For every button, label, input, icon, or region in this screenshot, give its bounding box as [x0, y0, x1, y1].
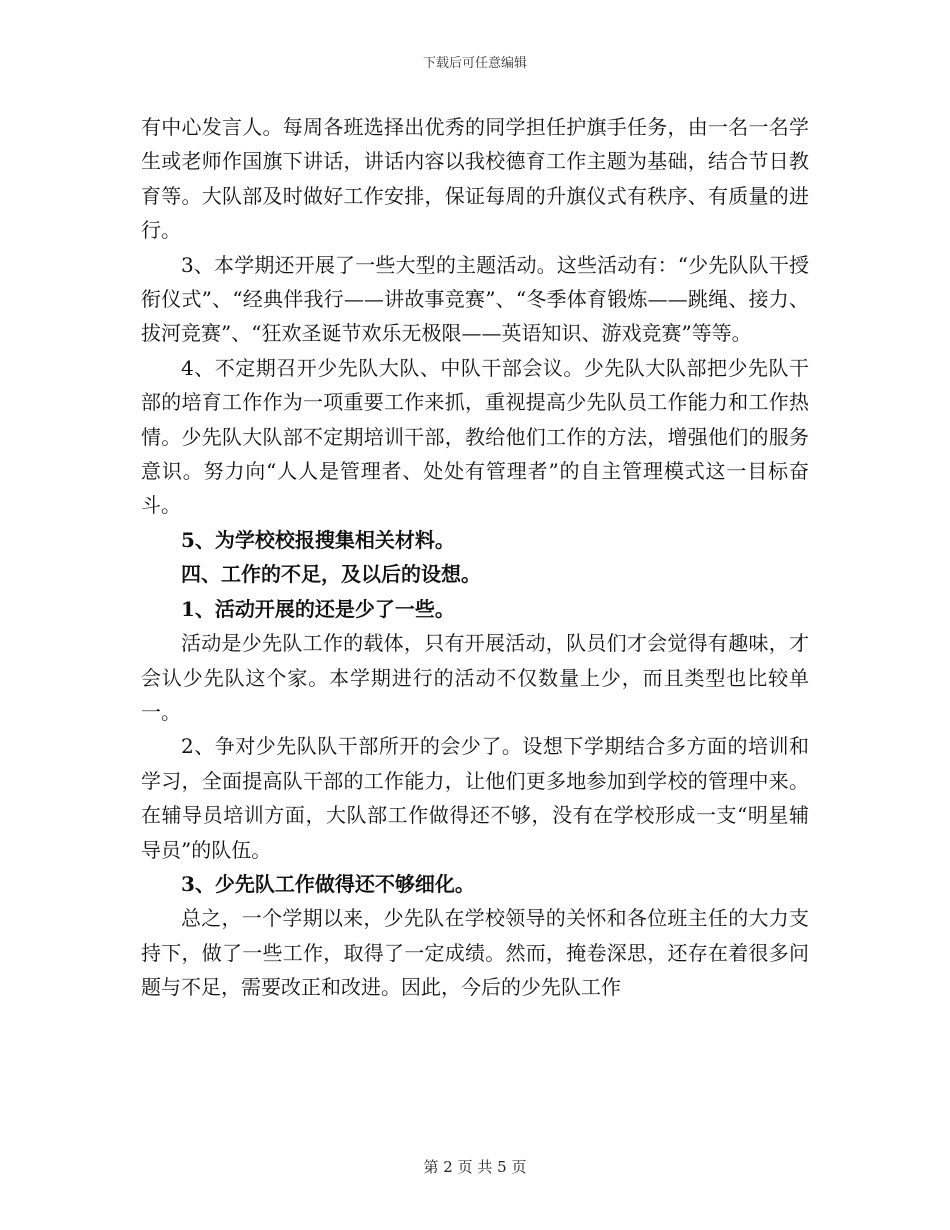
heading-school-newspaper: 5、为学校校报搜集相关材料。	[181, 527, 455, 552]
document-body	[141, 110, 809, 1005]
heading-not-detailed: 3、少先队工作做得还不够细化。	[181, 871, 475, 896]
page-header: 下载后可任意编辑	[422, 56, 527, 71]
heading-section-four: 四、工作的不足，及以后的设想。	[181, 562, 481, 587]
paragraph-meetings: 2、争对少先队队干部所开的会少了。设想下学期结合多方面的培训和学习，全面提高队干部的工作能力，让他们更多地参加到学校的管理中来。在辅导员培训方面，大队部工作做得还不够，没有在学校形成一支“明星辅导员”的队伍。	[141, 734, 809, 862]
paragraph-activities: 活动是少先队工作的载体，只有开展活动，队员们才会觉得有趣味，才会认少先队这个家。本学期进行的活动不仅数量上少，而且类型也比较单一。	[141, 631, 809, 724]
paragraph-cadre-meetings: 4、不定期召开少先队大队、中队干部会议。少先队大队部把少先队干部的培育工作作为一项重要工作来抓，重视提高少先队员工作能力和工作热情。少先队大队部不定期培训干部，教给他们工作的方法，增强他们的服务意识。努力向“人人是管理者、处处有管理者”的自主管理模式这一目标奋斗。	[141, 355, 809, 518]
paragraph-theme-activities: 3、本学期还开展了一些大型的主题活动。这些活动有：“少先队队干授衔仪式”、“经典伴我行——讲故事竞赛”、“冬季体育锻炼——跳绳、接力、拔河竞赛”、“狂欢圣诞节欢乐无极限——英语知识、游戏竞赛”等等。	[141, 252, 809, 346]
paragraph-summary: 总之，一个学期以来，少先队在学校领导的关怀和各位班主任的大力支持下，做了一些工作，取得了一定成绩。然而，掩卷深思，还存在着很多问题与不足，需要改正和改进。因此，今后的少先队工作	[141, 906, 809, 1000]
paragraph-continuation: 有中心发言人。每周各班选择出优秀的同学担任护旗手任务，由一名一名学生或老师作国旗下讲话，讲话内容以我校德育工作主题为基础，结合节日教育等。大队部及时做好工作安排，保证每周的升旗仪式有秩序、有质量的进行。	[141, 115, 809, 243]
heading-few-activities: 1、活动开展的还是少了一些。	[181, 596, 455, 621]
page-number: 第 2 页 共 5 页	[423, 1158, 527, 1176]
